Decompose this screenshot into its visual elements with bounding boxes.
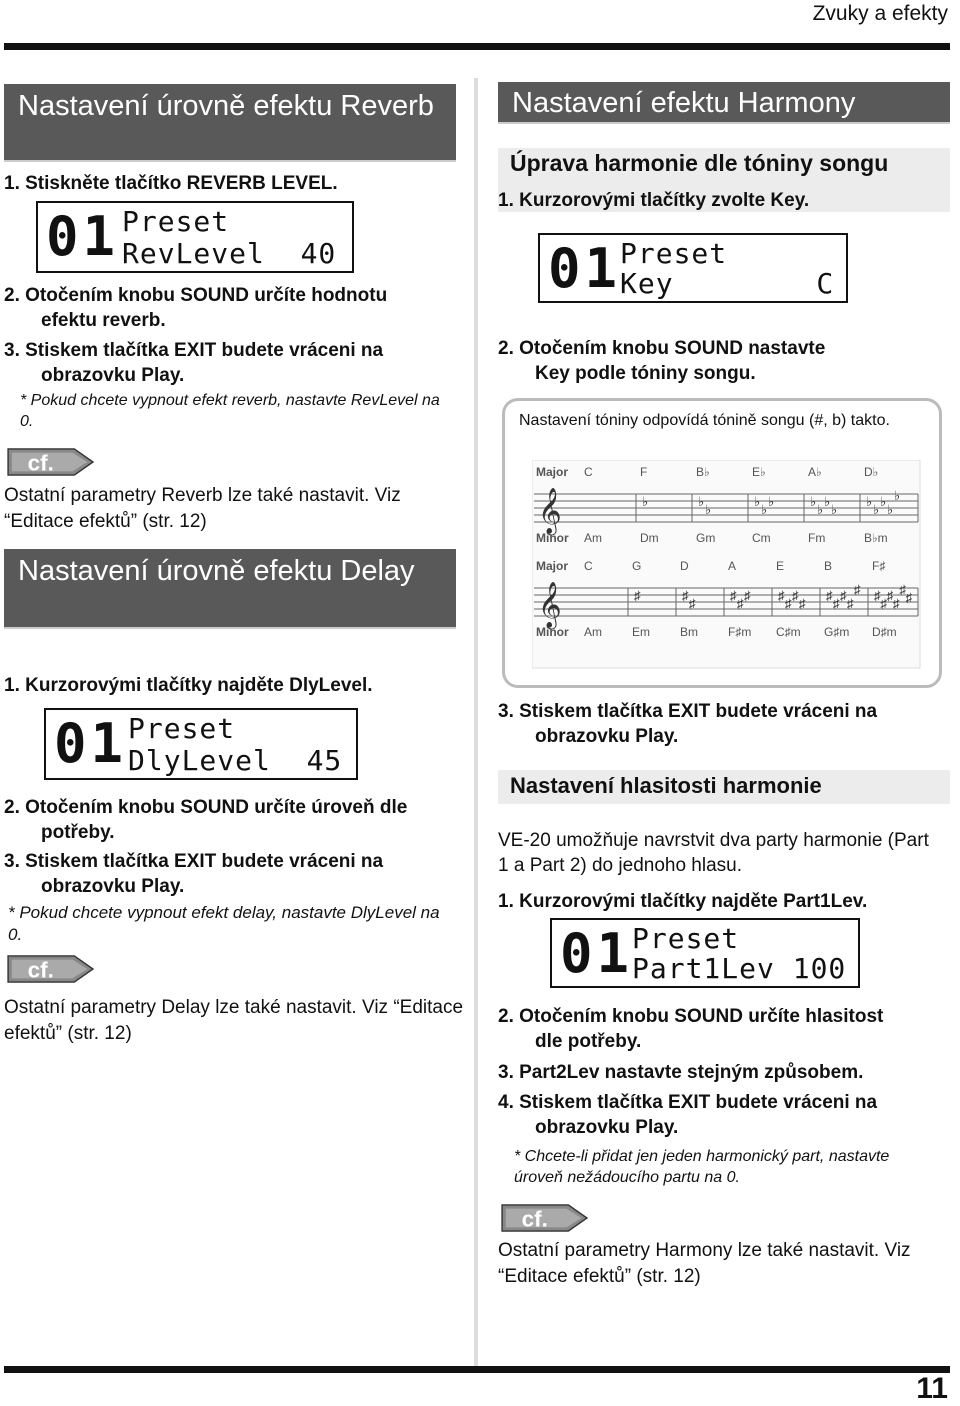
sharps-major-label: Major — [536, 559, 569, 573]
harmony-step-2-line-1: 2. Otočením knobu SOUND nastavte — [498, 338, 826, 359]
delay-step-3-line-1: 3. Stiskem tlačítka EXIT budete vráceni na — [4, 851, 384, 872]
harmony-step-3-line-1: 3. Stiskem tlačítka EXIT budete vráceni na — [498, 701, 878, 722]
reverb-step-1: 1. Stiskněte tlačítko REVERB LEVEL. — [4, 173, 338, 194]
harmony-cf-icon — [498, 1204, 592, 1237]
sharps-minor-label: Minor — [536, 625, 569, 639]
lcd-patch-number: 01 — [560, 922, 634, 985]
sharps-accidental: ♯ — [886, 588, 894, 603]
reverb-cf-icon — [4, 448, 98, 481]
harmony-volume-subheading: Nastavení hlasitosti harmonie — [498, 770, 950, 804]
harmony-step-1: 1. Kurzorovými tlačítky zvolte Key. — [498, 190, 810, 211]
sharps-major-key: C — [584, 559, 593, 573]
flats-accidental: ♭ — [894, 488, 901, 503]
reverb-step-3-line-2: obrazovku Play. — [41, 365, 185, 386]
lcd-line-1: Preset — [620, 237, 728, 270]
flats-minor-key: Dm — [640, 531, 659, 545]
key-signature-chart — [532, 460, 922, 670]
sharps-accidental: ♯ — [737, 596, 744, 611]
sharps-minor-key: F♯m — [728, 625, 752, 639]
delay-step-3 — [4, 849, 464, 899]
harmony-key-subheading: Úprava harmonie dle tóniny songu — [510, 150, 889, 176]
harmony-step-2 — [498, 336, 938, 386]
harmony-step-3-line-2: obrazovku Play. — [535, 726, 679, 747]
lcd-line-1: Preset — [122, 205, 230, 238]
harmony-step-3 — [498, 699, 938, 749]
flats-accidental: ♭ — [866, 494, 873, 509]
reverb-section-heading: Nastavení úrovně efektu Reverb — [4, 84, 456, 162]
flats-minor-key: Fm — [808, 531, 826, 545]
flats-minor-key: Cm — [752, 531, 771, 545]
sharps-major-key: E — [776, 559, 785, 573]
reverb-step-3-line-1: 3. Stiskem tlačítka EXIT budete vráceni na — [4, 340, 384, 361]
harmony-step-2-line-2: Key podle tóniny songu. — [535, 363, 756, 384]
lcd-line-2: DlyLevel 45 — [128, 744, 343, 777]
top-rule — [4, 43, 950, 50]
flats-major-key: B♭ — [696, 465, 710, 479]
delay-cf-icon — [4, 955, 98, 988]
sharps-minor-key: Am — [584, 625, 602, 639]
flats-major-key: C — [584, 465, 593, 479]
harmony-volume-step-2 — [498, 1004, 938, 1054]
flats-major-key: E♭ — [752, 465, 766, 479]
reverb-note: * Pokud chcete vypnout efekt reverb, nastavte RevLevel na 0. — [20, 392, 440, 430]
sharps-accidental: ♯ — [874, 588, 881, 603]
flats-accidental: ♭ — [810, 494, 817, 509]
flats-minor-key: Gm — [696, 531, 716, 545]
delay-reference: Ostatní parametry Delay lze také nastavit. Viz “Editace efektů” (str. 12) — [4, 997, 464, 1044]
sharps-minor-key: Em — [632, 625, 650, 639]
harmony-section-heading: Nastavení efektu Harmony — [498, 82, 950, 124]
flats-accidental: ♭ — [824, 494, 831, 509]
part1-level-lcd-display — [550, 918, 860, 988]
lcd-line-2: RevLevel 40 — [122, 237, 337, 270]
sharps-accidental: ♯ — [689, 596, 696, 611]
reverb-lcd-display — [36, 201, 354, 273]
key-signature-callout-text: Nastavení tóniny odpovídá tónině songu (#, b) takto. — [519, 412, 890, 429]
sharps-accidental: ♯ — [682, 588, 689, 603]
flats-accidental: ♭ — [761, 502, 768, 517]
delay-step-2-line-1: 2. Otočením knobu SOUND určíte úroveň dle — [4, 797, 408, 818]
flats-major-label: Major — [536, 465, 569, 479]
delay-note: * Pokud chcete vypnout efekt delay, nastavte DlyLevel na 0. — [8, 903, 440, 944]
flats-minor-label: Minor — [536, 531, 569, 545]
harmony-key-lcd-display — [538, 233, 848, 303]
sharps-accidental: ♯ — [854, 582, 861, 597]
harmony-volume-step-1: 1. Kurzorovými tlačítky najděte Part1Lev. — [498, 891, 868, 912]
lcd-patch-number: 01 — [548, 237, 622, 300]
reverb-step-2 — [4, 283, 464, 333]
flats-accidental: ♭ — [873, 502, 880, 517]
column-divider — [474, 78, 478, 1368]
sharps-major-key: F♯ — [872, 559, 886, 573]
delay-step-1: 1. Kurzorovými tlačítky najděte DlyLevel. — [4, 675, 373, 696]
delay-step-3-line-2: obrazovku Play. — [41, 876, 185, 897]
sharps-accidental: ♯ — [905, 590, 913, 605]
delay-lcd-display — [44, 708, 358, 780]
lcd-line-1: Preset — [632, 922, 740, 955]
running-head: Zvuky a efekty — [812, 2, 948, 25]
harmony-volume-step-4-line-2: obrazovku Play. — [535, 1117, 679, 1138]
sharps-accidental: ♯ — [744, 588, 751, 603]
harmony-volume-step-3: 3. Part2Lev nastavte stejným způsobem. — [498, 1062, 864, 1083]
sharps-accidental: ♯ — [785, 596, 792, 611]
flats-accidental: ♭ — [698, 494, 705, 509]
harmony-volume-step-4-line-1: 4. Stiskem tlačítka EXIT budete vráceni na — [498, 1092, 878, 1113]
flats-accidental: ♭ — [817, 502, 824, 517]
harmony-volume-step-2-line-1: 2. Otočením knobu SOUND určíte hlasitost — [498, 1006, 884, 1027]
harmony-volume-intro: VE-20 umožňuje navrstvit dva party harmonie (Part 1 a Part 2) do jednoho hlasu. — [498, 830, 929, 876]
flats-minor-key: B♭m — [864, 531, 888, 545]
sharps-treble-clef-icon: 𝄞 — [538, 583, 562, 627]
sharps-minor-key: D♯m — [872, 625, 897, 639]
sharps-accidental: ♯ — [799, 596, 806, 611]
sharps-accidental: ♯ — [840, 588, 847, 603]
flats-accidental: ♭ — [754, 494, 761, 509]
sharps-accidental: ♯ — [899, 582, 906, 597]
flats-accidental: ♭ — [768, 494, 775, 509]
sharps-accidental: ♯ — [847, 596, 854, 611]
flats-accidental: ♭ — [642, 494, 649, 509]
lcd-line-2: Key C — [620, 267, 835, 300]
svg-text:cf.: cf. — [521, 1206, 548, 1232]
flats-accidental: ♭ — [880, 494, 887, 509]
reverb-step-3 — [4, 338, 464, 388]
lcd-patch-number: 01 — [46, 205, 120, 268]
reverb-reference: Ostatní parametry Reverb lze také nastavit. Viz “Editace efektů” (str. 12) — [4, 485, 401, 532]
delay-step-2-line-2: potřeby. — [41, 822, 115, 843]
delay-section-heading: Nastavení úrovně efektu Delay — [4, 549, 456, 629]
sharps-accidental: ♯ — [778, 588, 785, 603]
sharps-accidental: ♯ — [880, 596, 887, 611]
sharps-major-key: A — [728, 559, 737, 573]
flats-treble-clef-icon: 𝄞 — [538, 489, 562, 533]
flats-accidental: ♭ — [705, 502, 712, 517]
flats-major-key: D♭ — [864, 465, 879, 479]
reverb-step-2-line-2: efektu reverb. — [41, 310, 166, 331]
harmony-volume-step-4 — [498, 1090, 938, 1140]
sharps-minor-key: C♯m — [776, 625, 801, 639]
sharps-accidental: ♯ — [826, 588, 833, 603]
flats-major-key: A♭ — [808, 465, 822, 479]
sharps-major-key: G — [632, 559, 642, 573]
harmony-reference: Ostatní parametry Harmony lze také nastavit. Viz “Editace efektů” (str. 12) — [498, 1240, 911, 1287]
flats-accidental: ♭ — [831, 502, 838, 517]
flats-accidental: ♭ — [887, 502, 894, 517]
flats-major-key: F — [640, 465, 648, 479]
sharps-accidental: ♯ — [730, 588, 737, 603]
harmony-volume-note: * Chcete-li přidat jen jeden harmonický part, nastavte úroveň nežádoucího partu na 0. — [514, 1148, 890, 1186]
sharps-accidental: ♯ — [634, 588, 641, 603]
sharps-minor-key: Bm — [680, 625, 698, 639]
svg-text:cf.: cf. — [27, 450, 54, 476]
page-number: 11 — [916, 1372, 948, 1405]
sharps-major-key: D — [680, 559, 689, 573]
sharps-minor-key: G♯m — [824, 625, 850, 639]
lcd-line-2: Part1Lev 100 — [632, 952, 847, 985]
flats-minor-key: Am — [584, 531, 602, 545]
sharps-accidental: ♯ — [792, 588, 799, 603]
delay-step-2 — [4, 795, 469, 845]
bottom-rule — [4, 1366, 950, 1373]
sharps-accidental: ♯ — [833, 596, 840, 611]
svg-text:cf.: cf. — [27, 957, 54, 983]
sharps-major-key: B — [824, 559, 833, 573]
harmony-volume-step-2-line-2: dle potřeby. — [535, 1031, 642, 1052]
sharps-accidental: ♯ — [893, 596, 900, 611]
reverb-step-2-line-1: 2. Otočením knobu SOUND určíte hodnotu — [4, 285, 388, 306]
lcd-patch-number: 01 — [54, 712, 128, 775]
lcd-line-1: Preset — [128, 712, 236, 745]
